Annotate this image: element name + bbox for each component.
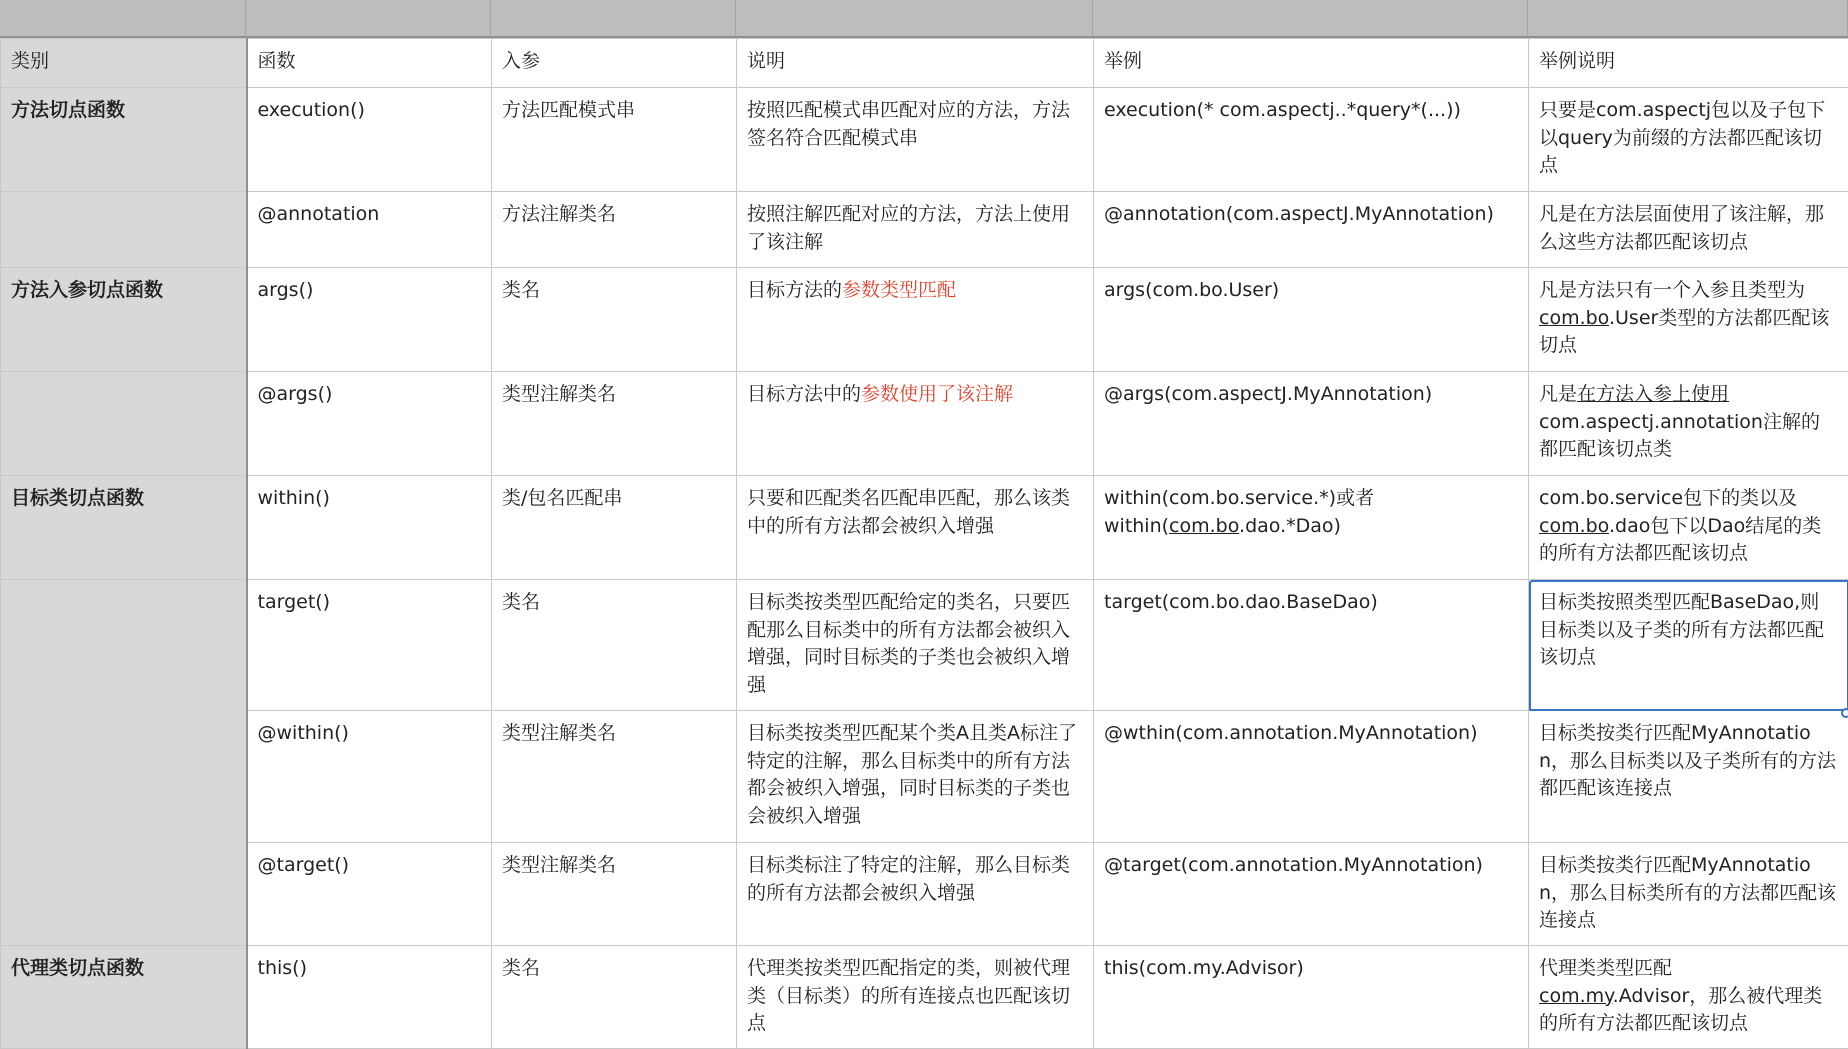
param-cell[interactable]: 类/包名匹配串 (492, 476, 737, 580)
category-cell-empty[interactable] (1, 580, 247, 711)
description-cell[interactable]: 按照匹配模式串匹配对应的方法，方法签名符合匹配模式串 (737, 88, 1094, 192)
param-cell[interactable]: 类型注解类名 (492, 711, 737, 843)
column-header-f[interactable] (1528, 0, 1848, 36)
explain-underlined: 在方法入参上使用 (1577, 383, 1729, 405)
example-cell[interactable]: target(com.bo.dao.BaseDao) (1094, 580, 1529, 711)
param-cell[interactable]: 方法注解类名 (492, 192, 737, 268)
header-cell-description[interactable]: 说明 (737, 39, 1094, 88)
example-cell[interactable]: args(com.bo.User) (1094, 268, 1529, 372)
explain-text-tail: .Advisor，那么被代理类的所有方法都匹配该切点 (1539, 985, 1822, 1035)
column-header-c[interactable] (491, 0, 736, 36)
param-cell[interactable]: 类名 (492, 580, 737, 711)
data-table (0, 38, 1848, 1049)
table-row (1, 268, 1848, 372)
header-row (1, 39, 1848, 88)
explain-link[interactable]: com.bo (1539, 515, 1609, 537)
explain-text: 目标类按照类型匹配BaseDao,则目标类以及子类的所有方法都匹配该切点 (1539, 591, 1824, 668)
description-cell[interactable] (737, 372, 1094, 476)
function-cell[interactable]: @within() (247, 711, 492, 843)
explain-text: 凡是 (1539, 383, 1577, 405)
category-cell-empty[interactable] (1, 192, 247, 268)
param-cell[interactable]: 方法匹配模式串 (492, 88, 737, 192)
example-explain-cell[interactable]: 目标类按类行匹配MyAnnotation，那么目标类以及子类所有的方法都匹配该连接点 (1529, 711, 1848, 843)
description-text: 目标方法的 (747, 279, 842, 301)
example-cell[interactable]: @args(com.aspectJ.MyAnnotation) (1094, 372, 1529, 476)
example-cell[interactable]: this(com.my.Advisor) (1094, 946, 1529, 1049)
description-cell[interactable]: 只要和匹配类名匹配串匹配，那么该类中的所有方法都会被织入增强 (737, 476, 1094, 580)
param-cell[interactable]: 类型注解类名 (492, 843, 737, 946)
example-cell[interactable]: execution(* com.aspectj..*query*(...)) (1094, 88, 1529, 192)
description-cell[interactable]: 目标类标注了特定的注解，那么目标类的所有方法都会被织入增强 (737, 843, 1094, 946)
example-explain-cell[interactable] (1529, 372, 1848, 476)
category-cell-empty[interactable] (1, 843, 247, 946)
example-explain-cell[interactable] (1529, 268, 1848, 372)
description-cell[interactable]: 按照注解匹配对应的方法，方法上使用了该注解 (737, 192, 1094, 268)
description-text: 目标方法中的 (747, 383, 861, 405)
header-cell-category[interactable]: 类别 (1, 39, 247, 88)
example-cell[interactable]: @wthin(com.annotation.MyAnnotation) (1094, 711, 1529, 843)
column-header-e[interactable] (1093, 0, 1528, 36)
category-cell-empty[interactable] (1, 372, 247, 476)
function-cell[interactable]: target() (247, 580, 492, 711)
example-cell[interactable]: @annotation(com.aspectJ.MyAnnotation) (1094, 192, 1529, 268)
example-explain-cell[interactable]: 目标类按类行匹配MyAnnotation，那么目标类所有的方法都匹配该连接点 (1529, 843, 1848, 946)
header-cell-example[interactable]: 举例 (1094, 39, 1529, 88)
selection-handle-bottom-right[interactable] (1841, 708, 1848, 718)
column-header-b[interactable] (246, 0, 491, 36)
example-explain-cell[interactable] (1529, 946, 1848, 1049)
example-text-tail: .dao.*Dao) (1239, 515, 1341, 537)
header-cell-example-explain[interactable]: 举例说明 (1529, 39, 1848, 88)
example-cell[interactable]: within(com.bo.service.*)或者 within(com.bo.dao.*Dao) (1094, 476, 1529, 580)
explain-text-tail: .dao包下以Dao结尾的类的所有方法都匹配该切点 (1539, 515, 1821, 565)
selection-handle-top-left[interactable] (1529, 580, 1534, 585)
function-cell[interactable]: this() (247, 946, 492, 1049)
description-highlight: 参数使用了该注解 (861, 383, 1013, 405)
category-cell[interactable]: 方法入参切点函数 (1, 268, 247, 372)
header-cell-param[interactable]: 入参 (492, 39, 737, 88)
column-header-a[interactable] (0, 0, 246, 36)
table-row (1, 843, 1848, 946)
function-cell[interactable]: within() (247, 476, 492, 580)
description-highlight: 参数类型匹配 (842, 279, 956, 301)
param-cell[interactable]: 类名 (492, 946, 737, 1049)
table-row (1, 372, 1848, 476)
column-header-bar[interactable] (0, 0, 1848, 38)
description-cell[interactable]: 代理类按类型匹配指定的类，则被代理类（目标类）的所有连接点也匹配该切点 (737, 946, 1094, 1049)
example-explain-cell-selected[interactable] (1529, 580, 1848, 711)
example-explain-cell[interactable]: 凡是在方法层面使用了该注解，那么这些方法都匹配该切点 (1529, 192, 1848, 268)
example-text: within(com.bo.service.*)或者 (1104, 487, 1374, 509)
function-cell[interactable]: args() (247, 268, 492, 372)
table-row (1, 946, 1848, 1049)
param-cell[interactable]: 类型注解类名 (492, 372, 737, 476)
explain-text: com.bo.service包下的类以及 (1539, 487, 1797, 509)
table-row (1, 88, 1848, 192)
description-cell[interactable]: 目标类按类型匹配某个类A且类A标注了特定的注解，那么目标类中的所有方法都会被织入增强，同时目标类的子类也会被织入增强 (737, 711, 1094, 843)
table-row (1, 476, 1848, 580)
explain-link[interactable]: com.bo (1539, 307, 1609, 329)
explain-text-tail: .User类型的方法都匹配该切点 (1539, 307, 1829, 357)
category-cell[interactable]: 目标类切点函数 (1, 476, 247, 580)
header-cell-function[interactable]: 函数 (247, 39, 492, 88)
description-cell[interactable] (737, 268, 1094, 372)
description-cell[interactable]: 目标类按类型匹配给定的类名，只要匹配那么目标类中的所有方法都会被织入增强，同时目标类的子类也会被织入增强 (737, 580, 1094, 711)
example-cell[interactable]: @target(com.annotation.MyAnnotation) (1094, 843, 1529, 946)
table-row (1, 580, 1848, 711)
explain-text: 代理类类型匹配 (1539, 957, 1672, 979)
function-cell[interactable]: @target() (247, 843, 492, 946)
table-row (1, 711, 1848, 843)
category-cell[interactable]: 方法切点函数 (1, 88, 247, 192)
explain-text: 凡是方法只有一个入参且类型为 (1539, 279, 1805, 301)
function-cell[interactable]: execution() (247, 88, 492, 192)
table-row (1, 192, 1848, 268)
example-explain-cell[interactable]: 只要是com.aspectj包以及子包下以query为前缀的方法都匹配该切点 (1529, 88, 1848, 192)
explain-text-tail: com.aspectj.annotation注解的都匹配该切点类 (1539, 411, 1820, 461)
function-cell[interactable]: @args() (247, 372, 492, 476)
category-cell[interactable]: 代理类切点函数 (1, 946, 247, 1049)
category-cell-empty[interactable] (1, 711, 247, 843)
function-cell[interactable]: @annotation (247, 192, 492, 268)
column-header-d[interactable] (736, 0, 1093, 36)
example-link[interactable]: com.bo (1169, 515, 1239, 537)
example-explain-cell[interactable] (1529, 476, 1848, 580)
param-cell[interactable]: 类名 (492, 268, 737, 372)
explain-link[interactable]: com.my (1539, 985, 1613, 1007)
